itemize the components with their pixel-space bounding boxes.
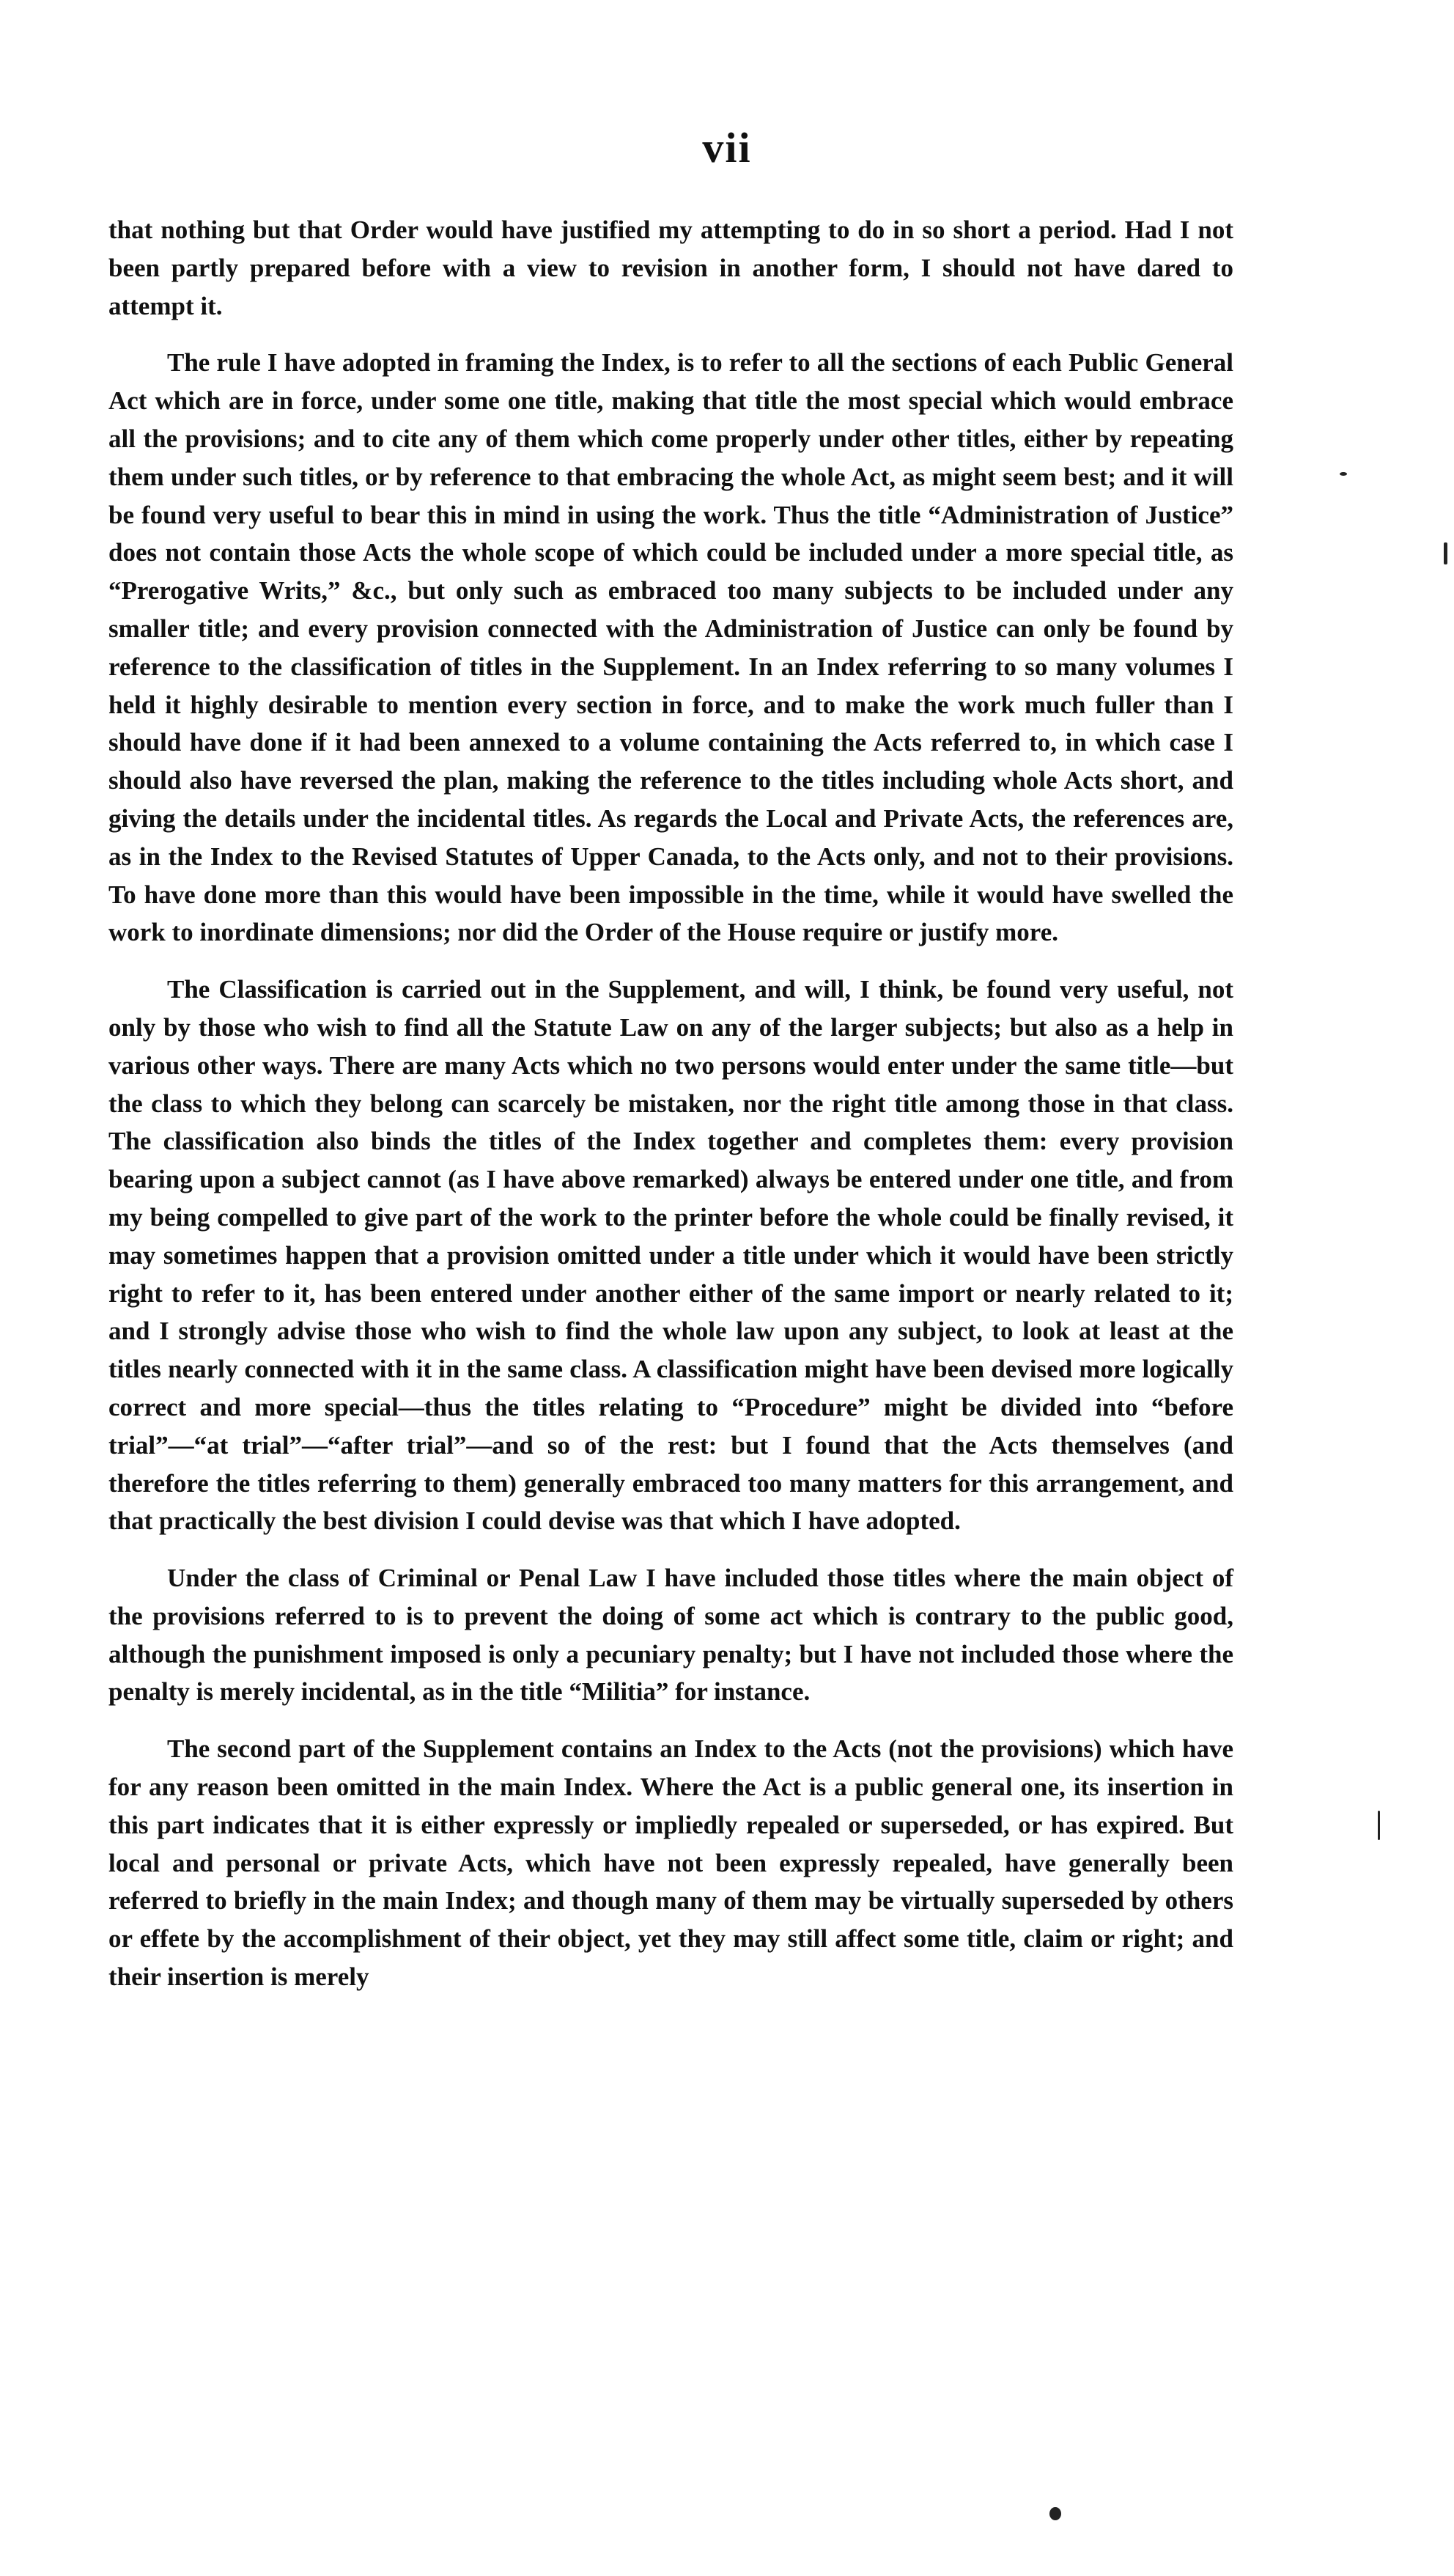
paragraph-4: Under the class of Criminal or Penal Law I have included those titles where the main object of the provisions referred to is to prevent the doing of some act which is contrary to the public good, although the punishment imposed is only a pecuniary penalty; but I have not included those where the penalty is merely incidental, as in the title “Militia” for instance. (108, 1564, 1233, 1707)
paragraph-3: The Classification is carried out in the Supplement, and will, I think, be found very useful, not only by those who wish to find all the Statute Law on any of the larger subjects; but also as a help in various other ways. There are many Acts which no two persons would enter under the same title—but the class to which they belong can scarcely be mistaken, nor the right title among those in that class. The classification also binds the titles of the Index together and completes them: every provision bearing upon a subject cannot (as I have above remarked) always be entered under one title, and from my being compelled to give part of the work to the printer before the whole could be finally revised, it may sometimes happen that a provision omitted under a title under which it would have been strictly right to refer to it, has been entered under another either of the same import or nearly related to it; and I strongly advise those who wish to find the whole law upon any subject, to look at least at the titles nearly connected with it in the same class. A classification might have been devised more logically correct and more special—thus the titles relating to “Procedure” might be divided into “before trial”—“at trial”—“after trial”—and so of the rest: but I found that the Acts themselves (and therefore the titles referring to them) generally embraced too many matters for this arrangement, and that practically the best division I could devise was that which I have adopted. (108, 975, 1233, 1536)
scan-speck (1049, 2507, 1061, 2520)
page-number: vii (702, 124, 752, 172)
scan-speck (1444, 542, 1447, 564)
body-text (108, 211, 1233, 2015)
paragraph-2: The rule I have adopted in framing the Index, is to refer to all the sections of each Public General Act which are in force, under some one title, making that title the most special which would embrace all the provisions; and to cite any of them which come properly under other titles, either by repeating them under such titles, or by reference to that embracing the whole Act, as might seem best; and it will be found very useful to bear this in mind in using the work. Thus the title “Administration of Justice” does not contain those Acts the whole scope of which could be included under a more special title, as “Prerogative Writs,” &c., but only such as embraced too many subjects to be included under any smaller title; and every provision connected with the Administration of Justice can only be found by reference to the classification of titles in the Supplement. In an Index referring to so many volumes I held it highly desirable to mention every section in force, and to make the work much fuller than I should have done if it had been annexed to a volume containing the Acts referred to, in which case I should also have reversed the plan, making the reference to the titles including whole Acts short, and giving the details under the incidental titles. As regards the Local and Private Acts, the references are, as in the Index to the Revised Statutes of Upper Canada, to the Acts only, and not to their provisions. To have done more than this would have been impossible in the time, while it would have swelled the work to inordinate dimensions; nor did the Order of the House require or justify more. (108, 348, 1233, 947)
scan-speck (1340, 472, 1347, 476)
scan-speck (1378, 1811, 1380, 1840)
paragraph-5: The second part of the Supplement contains an Index to the Acts (not the provisions) which have for any reason been omitted in the main Index. Where the Act is a public general one, its insertion in this part indicates that it is either expressly or impliedly repealed or superseded, or has expired. But local and personal or private Acts, which have not been expressly repealed, have generally been referred to briefly in the main Index; and though many of them may be virtually superseded by others or effete by the accomplishment of their object, yet they may still affect some title, claim or right; and their insertion is merely (108, 1734, 1233, 1992)
paragraph-1: that nothing but that Order would have justified my attempting to do in so short a period. Had I not been partly prepared before with a view to revision in another form, I should not have dared to attempt it. (108, 216, 1233, 320)
